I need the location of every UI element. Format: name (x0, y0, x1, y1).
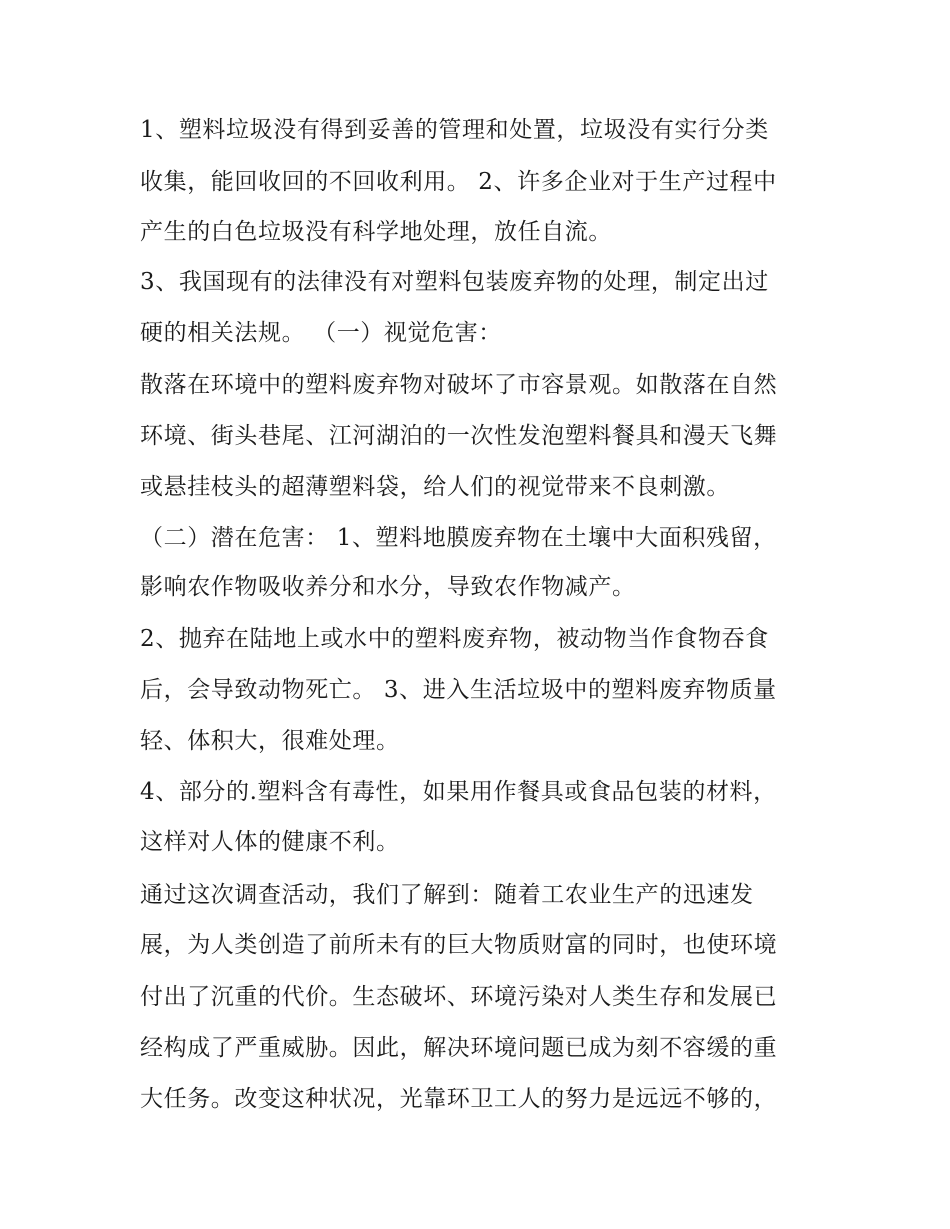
text-line: 3、我国现有的法律没有对塑料包装废弃物的处理，制定出过 (140, 269, 769, 295)
text-line: 2、抛弃在陆地上或水中的塑料废弃物，被动物当作食物吞食 (140, 626, 769, 652)
text-line: 影响农作物吸收养分和水分，导致农作物减产。 (140, 574, 636, 600)
text-line: 4、部分的.塑料含有毒性，如果用作餐具或食品包装的材料， (140, 779, 777, 805)
text-line: 硬的相关法规。 （一）视觉危害： (140, 320, 502, 346)
text-line: 或悬挂枝头的超薄塑料袋，给人们的视觉带来不良刺激。 (140, 474, 730, 500)
text-line: 展，为人类创造了前所未有的巨大物质财富的同时，也使环境 (140, 932, 778, 958)
text-line: 大任务。改变这种状况，光靠环卫工人的努力是远远不够的， (140, 1086, 778, 1112)
text-line: 经构成了严重威胁。因此，解决环境问题已成为刻不容缓的重 (140, 1035, 778, 1061)
text-line: 通过这次调查活动，我们了解到：随着工农业生产的迅速发 (140, 882, 754, 908)
text-line: 环境、街头巷尾、江河湖泊的一次性发泡塑料餐具和漫天飞舞 (140, 423, 778, 449)
text-line: 收集，能回收回的不回收利用。 2、许多企业对于生产过程中 (140, 169, 777, 195)
text-line: 后，会导致动物死亡。 3、进入生活垃圾中的塑料废弃物质量 (140, 677, 777, 703)
text-line: 散落在环境中的塑料废弃物对破坏了市容景观。如散落在自然 (140, 372, 778, 398)
text-line: 产生的白色垃圾没有科学地处理，放任自流。 (140, 219, 612, 245)
text-line: 付出了沉重的代价。生态破坏、环境污染对人类生存和发展已 (140, 984, 778, 1010)
text-line: 1、塑料垃圾没有得到妥善的管理和处置，垃圾没有实行分类 (140, 117, 769, 143)
text-line: 轻、体积大，很难处理。 (140, 728, 400, 754)
text-line: （二）潜在危害： 1、塑料地膜废弃物在土壤中大面积残留， (140, 525, 777, 551)
text-line: 这样对人体的健康不利。 (140, 829, 400, 855)
